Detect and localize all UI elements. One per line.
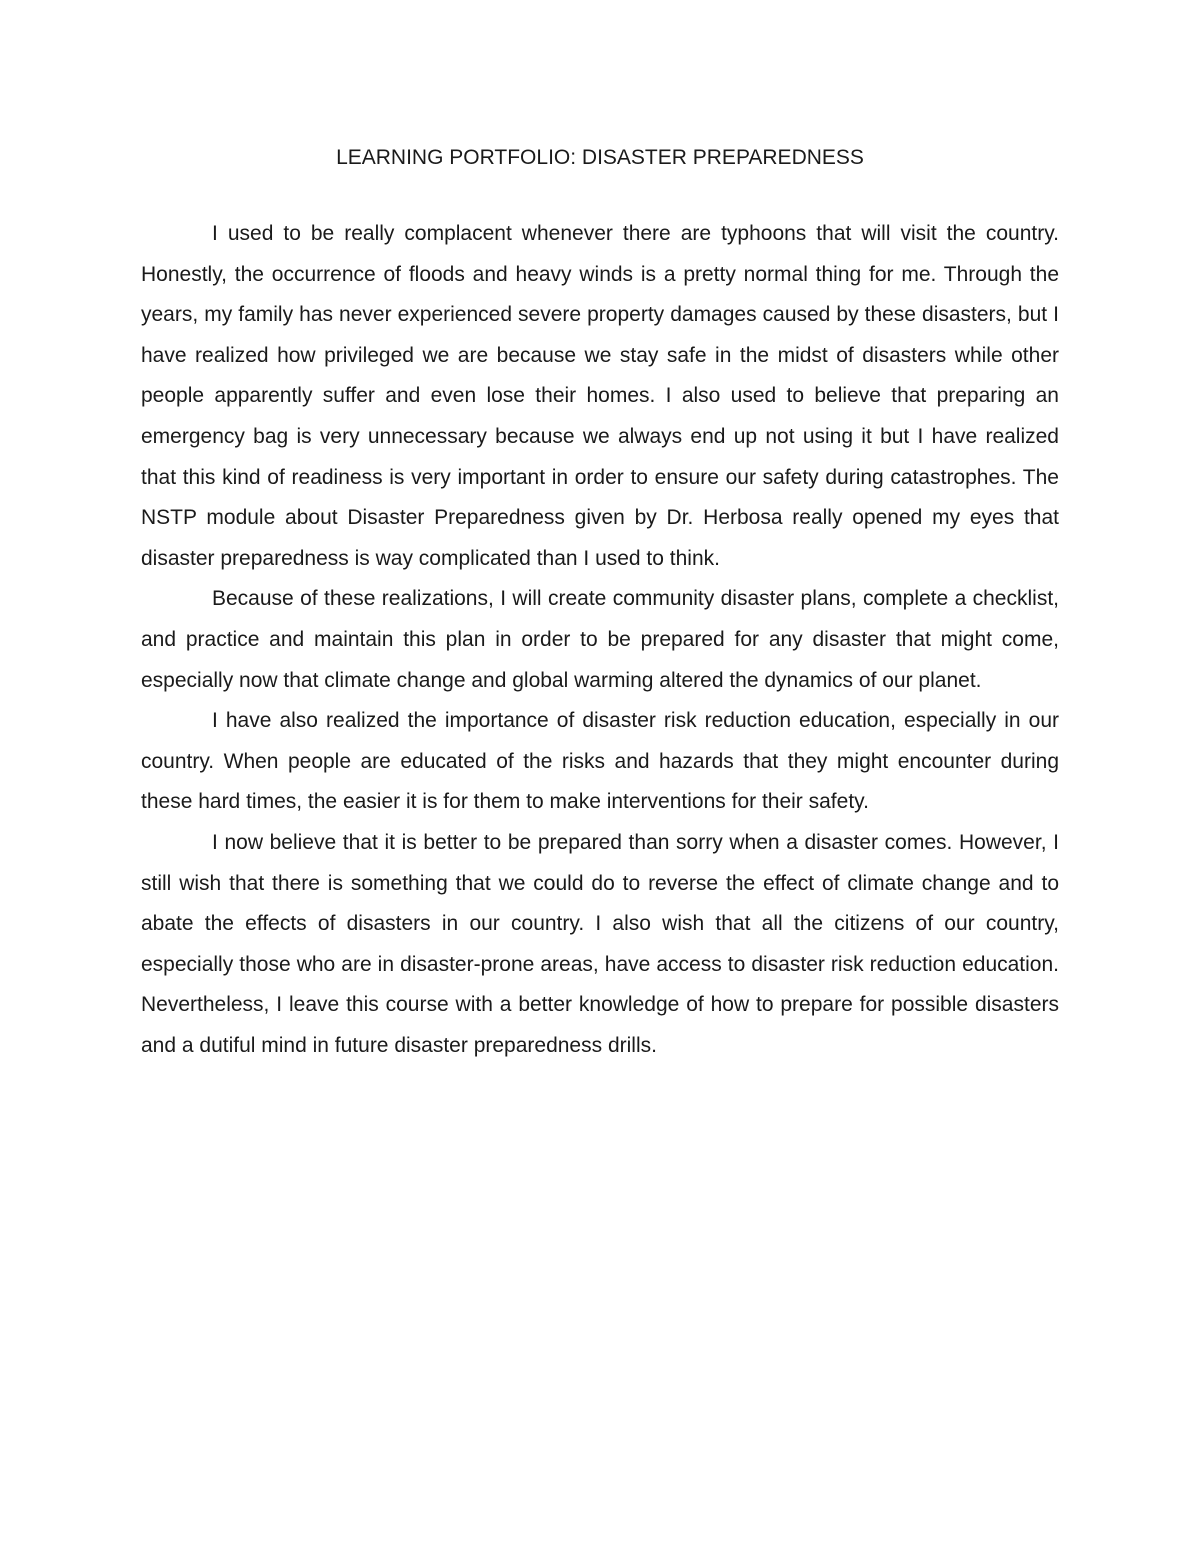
paragraph-4: I now believe that it is better to be prepared than sorry when a disaster comes. However, I still wish that there is something that we could do to reverse the effect of climate change and to abate the effects of disasters in our country. I also wish that all the citizens of our country, especially those who are in disaster-prone areas, have access to disaster risk reduction education. Nevertheless, I leave this course with a better knowledge of how to prepare for possible disasters and a dutiful mind in future disaster preparedness drills. (141, 830, 1059, 1057)
document-body (141, 138, 1059, 1066)
document-title: LEARNING PORTFOLIO: DISASTER PREPAREDNESS (336, 146, 864, 169)
paragraph-2: Because of these realizations, I will create community disaster plans, complete a checklist, and practice and maintain this plan in order to be prepared for any disaster that might come, especially now that climate change and global warming altered the dynamics of our planet. (141, 587, 1059, 692)
paragraph-1: I used to be really complacent whenever there are typhoons that will visit the country. Honestly, the occurrence of floods and heavy winds is a pretty normal thing for me. Through the years, my family has never experienced severe property damages caused by these disasters, but I have realized how privileged we are because we stay safe in the midst of disasters while other people apparently suffer and even lose their homes. I also used to believe that preparing an emergency bag is very unnecessary because we always end up not using it but I have realized that this kind of readiness is very important in order to ensure our safety during catastrophes. The NSTP module about Disaster Preparedness given by Dr. Herbosa really opened my eyes that disaster preparedness is way complicated than I used to think. (141, 222, 1059, 570)
paragraph-3: I have also realized the importance of disaster risk reduction education, especially in our country. When people are educated of the risks and hazards that they might encounter during these hard times, the easier it is for them to make interventions for their safety. (141, 709, 1059, 814)
